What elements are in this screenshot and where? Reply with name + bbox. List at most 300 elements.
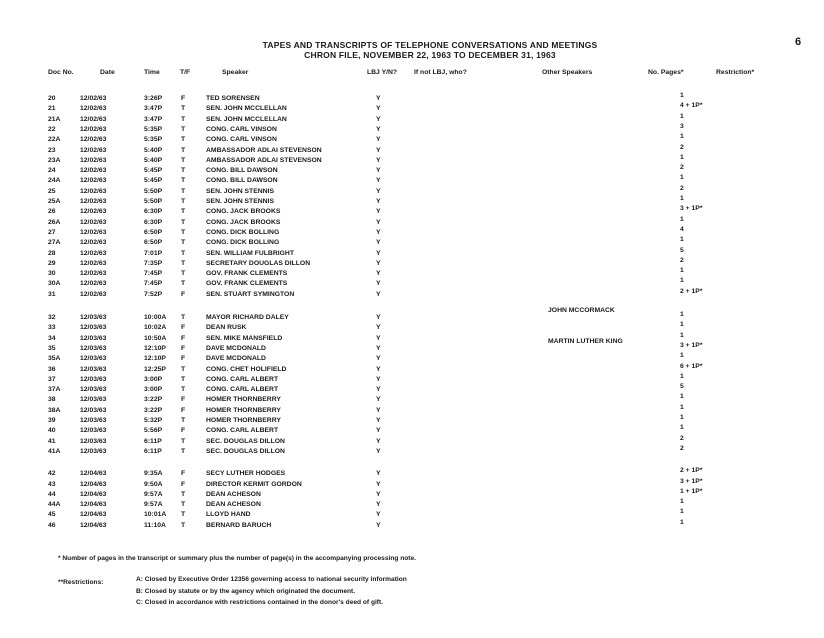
tf-cell: T [181,386,186,394]
tf-cell: F [181,344,186,352]
pages-cell: 1 [680,153,684,161]
pages-cell: 5 [680,246,684,254]
lbj-cell: Y [376,396,381,404]
pages-cell: 3 + 1P* [680,341,703,349]
doc-no-cell: 45 [48,511,56,519]
speaker-cell: GOV. FRANK CLEMENTS [206,270,288,278]
speaker-cell: CONG. CARL ALBERT [206,427,279,435]
pages-cell: 2 [680,256,684,264]
time-cell: 12:25P [144,365,166,373]
date-cell: 12/03/63 [80,417,107,424]
time-cell: 3:00P [144,386,163,394]
time-cell: 7:45P [144,280,163,288]
doc-no-cell: 35A [48,355,61,363]
time-cell: 7:52P [144,290,163,298]
speaker-cell: SEN. STUART SYMINGTON [206,290,295,298]
doc-no-cell: 20 [48,95,56,102]
tf-cell: F [181,470,186,478]
document-subtitle: CHRON FILE, NOVEMBER 22, 1963 TO DECEMBER 31, 1963 [304,50,556,60]
time-cell: 3:47P [144,115,163,123]
speaker-cell: DAVE MCDONALD [206,355,266,363]
doc-no-cell: 27A [48,239,61,247]
time-cell: 5:45P [144,177,163,185]
pages-cell: 1 [680,195,684,202]
pages-cell: 1 [680,174,684,182]
tf-cell: T [181,239,186,247]
speaker-cell: DEAN RUSK [206,324,247,332]
doc-no-cell: 42 [48,470,56,478]
column-header-speaker: Speaker [222,69,249,76]
tf-cell: T [181,447,186,455]
date-cell: 12/02/63 [80,156,107,164]
speaker-cell: HOMER THORNBERRY [206,417,281,424]
speaker-cell: AMBASSADOR ADLAI STEVENSON [206,146,322,154]
lbj-cell: Y [376,314,381,321]
time-cell: 5:45P [144,167,163,175]
doc-no-cell: 26 [48,208,56,216]
tf-cell: T [181,218,186,226]
date-cell: 12/02/63 [80,198,107,205]
pages-cell: 6 + 1P* [680,362,703,370]
pages-cell: 1 [680,403,684,411]
doc-no-cell: 30A [48,280,61,288]
speaker-cell: CONG. JACK BROOKS [206,208,281,216]
date-cell: 12/03/63 [80,324,107,332]
lbj-cell: Y [376,417,381,424]
time-cell: 5:32P [144,417,163,424]
pages-cell: 1 [680,414,684,421]
lbj-cell: Y [376,280,381,288]
column-header-time: Time [144,69,160,76]
time-cell: 5:35P [144,125,163,133]
speaker-cell: CONG. CARL VINSON [206,125,277,133]
lbj-cell: Y [376,270,381,278]
tf-cell: T [181,156,186,164]
doc-no-cell: 41A [48,447,61,455]
speaker-cell: SEN. JOHN MCCLELLAN [206,105,287,113]
lbj-cell: Y [376,249,381,257]
doc-no-cell: 22 [48,125,56,133]
date-cell: 12/02/63 [80,187,107,195]
speaker-cell: CONG. CHET HOLIFIELD [206,365,287,373]
pages-cell: 1 [680,311,684,318]
tf-cell: T [181,115,186,123]
lbj-cell: Y [376,406,381,414]
doc-no-cell: 27 [48,228,56,236]
column-header-lbj: LBJ Y/N? [367,69,398,76]
pages-cell: 3 + 1P* [680,205,703,213]
time-cell: 11:10A [144,521,166,529]
doc-no-cell: 33 [48,324,56,332]
speaker-cell: CONG. DICK BOLLING [206,239,280,247]
date-cell: 12/02/63 [80,105,107,113]
doc-no-cell: 30 [48,270,56,278]
doc-no-cell: 25 [48,187,56,195]
lbj-cell: Y [376,239,381,247]
speaker-cell: SECRETARY DOUGLAS DILLON [206,259,311,267]
pages-footnote: * Number of pages in the transcript or summary plus the number of page(s) in the accompanying processing note. [58,555,416,562]
date-cell: 12/04/63 [80,501,107,509]
lbj-cell: Y [376,290,381,298]
tf-cell: T [181,280,186,288]
date-cell: 12/03/63 [80,437,107,445]
lbj-cell: Y [376,177,381,185]
pages-cell: 2 [680,143,684,151]
speaker-cell: SEN. JOHN MCCLELLAN [206,115,287,123]
tf-cell: T [181,501,186,509]
lbj-cell: Y [376,198,381,205]
date-cell: 12/04/63 [80,480,107,488]
doc-no-cell: 29 [48,259,56,267]
doc-no-cell: 37A [48,386,61,394]
speaker-cell: CONG. BILL DAWSON [206,167,278,175]
pages-cell: 1 [680,508,684,516]
speaker-cell: CONG. CARL VINSON [206,136,277,144]
speaker-cell: GOV. FRANK CLEMENTS [206,280,288,288]
time-cell: 9:57A [144,501,163,509]
date-cell: 12/03/63 [80,447,107,455]
date-cell: 12/03/63 [80,334,107,342]
doc-no-cell: 23 [48,146,56,154]
tf-cell: T [181,228,186,236]
other-speakers-cell: MARTIN LUTHER KING [548,337,623,345]
tf-cell: T [181,511,186,519]
time-cell: 9:35A [144,470,163,478]
time-cell: 3:26P [144,95,163,102]
tf-cell: F [181,355,186,363]
doc-no-cell: 21 [48,105,56,113]
tf-cell: F [181,406,186,414]
tf-cell: F [181,290,186,298]
tf-cell: T [181,105,186,113]
doc-no-cell: 28 [48,249,56,257]
date-cell: 12/02/63 [80,125,107,133]
lbj-cell: Y [376,105,381,113]
speaker-cell: CONG. CARL ALBERT [206,375,279,383]
time-cell: 3:47P [144,105,163,113]
tf-cell: T [181,198,186,205]
date-cell: 12/04/63 [80,511,107,519]
column-header-pages: No. Pages* [648,69,684,76]
date-cell: 12/03/63 [80,314,107,321]
date-cell: 12/03/63 [80,344,107,352]
speaker-cell: CONG. BILL DAWSON [206,177,278,185]
column-header-date: Date [100,69,115,76]
lbj-cell: Y [376,334,381,342]
page-number: 6 [795,36,802,48]
tf-cell: F [181,480,186,488]
tf-cell: F [181,334,186,342]
lbj-cell: Y [376,437,381,445]
doc-no-cell: 25A [48,198,61,205]
pages-cell: 1 [680,277,684,285]
speaker-cell: CONG. DICK BOLLING [206,228,280,236]
other-speakers-cell: JOHN MCCORMACK [548,307,615,314]
lbj-cell: Y [376,480,381,488]
doc-no-cell: 40 [48,427,56,435]
column-header-tf: T/F [180,69,191,76]
lbj-cell: Y [376,355,381,363]
lbj-cell: Y [376,218,381,226]
doc-no-cell: 38A [48,406,61,414]
tf-cell: F [181,95,186,102]
tf-cell: T [181,136,186,144]
date-cell: 12/02/63 [80,136,107,144]
tf-cell: T [181,365,186,373]
time-cell: 7:35P [144,259,163,267]
pages-cell: 1 [680,331,684,339]
tf-cell: T [181,521,186,529]
time-cell: 5:40P [144,156,163,164]
date-cell: 12/02/63 [80,270,107,278]
pages-cell: 2 [680,184,684,192]
doc-no-cell: 44A [48,501,61,509]
time-cell: 9:57A [144,490,163,498]
lbj-cell: Y [376,228,381,236]
pages-cell: 1 [680,352,684,360]
speaker-cell: DIRECTOR KERMIT GORDON [206,480,302,488]
speaker-cell: MAYOR RICHARD DALEY [206,314,289,321]
speaker-cell: SEC. DOUGLAS DILLON [206,447,285,455]
time-cell: 6:11P [144,437,162,445]
date-cell: 12/02/63 [80,228,107,236]
speaker-cell: DEAN ACHESON [206,490,261,498]
lbj-cell: Y [376,125,381,133]
time-cell: 7:45P [144,270,163,278]
lbj-cell: Y [376,427,381,435]
pages-cell: 2 + 1P* [680,287,703,295]
restriction-c: C: Closed in accordance with restrictions contained in the donor's deed of gift. [136,599,384,606]
date-cell: 12/04/63 [80,490,107,498]
column-header-doc-no: Doc No. [48,69,74,76]
date-cell: 12/03/63 [80,386,107,394]
column-header-other-speakers: Other Speakers [542,69,593,76]
date-cell: 12/02/63 [80,259,107,267]
lbj-cell: Y [376,95,381,102]
lbj-cell: Y [376,521,381,529]
time-cell: 5:56P [144,427,163,435]
time-cell: 3:22P [144,406,163,414]
time-cell: 10:50A [144,334,167,342]
date-cell: 12/03/63 [80,396,107,404]
speaker-cell: SEC. DOUGLAS DILLON [206,437,285,445]
doc-no-cell: 44 [48,490,56,498]
date-cell: 12/04/63 [80,521,107,529]
doc-no-cell: 36 [48,365,56,373]
lbj-cell: Y [376,167,381,175]
lbj-cell: Y [376,115,381,123]
speaker-cell: DAVE MCDONALD [206,344,266,352]
date-cell: 12/02/63 [80,280,107,288]
lbj-cell: Y [376,490,381,498]
tf-cell: T [181,167,186,175]
pages-cell: 1 + 1P* [680,487,703,495]
pages-cell: 1 [680,236,684,244]
pages-cell: 1 [680,321,684,329]
pages-cell: 3 + 1P* [680,477,703,485]
restrictions-label: **Restrictions: [58,579,104,586]
doc-no-cell: 39 [48,417,56,424]
date-cell: 12/03/63 [80,375,107,383]
tf-cell: T [181,417,186,424]
time-cell: 10:00A [144,314,167,321]
lbj-cell: Y [376,136,381,144]
time-cell: 12:10P [144,355,166,363]
time-cell: 5:50P [144,198,163,205]
speaker-cell: TED SORENSEN [206,95,260,102]
pages-cell: 1 [680,92,684,99]
date-cell: 12/03/63 [80,427,107,435]
doc-no-cell: 31 [48,290,56,298]
doc-no-cell: 35 [48,344,56,352]
time-cell: 5:40P [144,146,163,154]
column-header-if-not-lbj: If not LBJ, who? [414,69,467,76]
speaker-cell: DEAN ACHESON [206,501,261,509]
doc-no-cell: 24A [48,177,61,185]
speaker-cell: HOMER THORNBERRY [206,406,281,414]
speaker-cell: AMBASSADOR ADLAI STEVENSON [206,156,322,164]
speaker-cell: SEN. JOHN STENNIS [206,187,274,195]
time-cell: 3:00P [144,375,163,383]
doc-no-cell: 34 [48,334,56,342]
tf-cell: T [181,270,186,278]
lbj-cell: Y [376,187,381,195]
column-header-restriction: Restriction* [716,69,755,76]
tf-cell: T [181,437,186,445]
date-cell: 12/02/63 [80,239,107,247]
speaker-cell: CONG. CARL ALBERT [206,386,279,394]
speaker-cell: HOMER THORNBERRY [206,396,281,404]
time-cell: 12:10P [144,344,166,352]
tf-cell: T [181,125,186,133]
speaker-cell: SEN. MIKE MANSFIELD [206,334,283,342]
speaker-cell: CONG. JACK BROOKS [206,218,281,226]
doc-no-cell: 37 [48,375,56,383]
lbj-cell: Y [376,386,381,394]
lbj-cell: Y [376,259,381,267]
lbj-cell: Y [376,511,381,519]
tf-cell: T [181,490,186,498]
tf-cell: F [181,324,186,332]
time-cell: 5:35P [144,136,163,144]
time-cell: 7:01P [144,249,163,257]
tf-cell: T [181,146,186,154]
lbj-cell: Y [376,344,381,352]
pages-cell: 1 [680,518,684,526]
lbj-cell: Y [376,324,381,332]
restriction-b: B: Closed by statute or by the agency which originated the document. [136,588,356,595]
pages-cell: 2 [680,434,684,442]
lbj-cell: Y [376,365,381,373]
tf-cell: T [181,177,186,185]
lbj-cell: Y [376,501,381,509]
pages-cell: 1 [680,424,684,432]
lbj-cell: Y [376,447,381,455]
time-cell: 6:11P [144,447,162,455]
restriction-a: A: Closed by Executive Order 12356 governing access to national security information [136,576,407,583]
speaker-cell: SEN. JOHN STENNIS [206,198,274,205]
doc-no-cell: 21A [48,115,61,123]
date-cell: 12/04/63 [80,470,107,478]
doc-no-cell: 38 [48,396,56,404]
doc-no-cell: 24 [48,167,56,175]
time-cell: 9:50A [144,480,163,488]
tf-cell: F [181,427,186,435]
doc-no-cell: 41 [48,437,56,445]
date-cell: 12/02/63 [80,95,107,102]
date-cell: 12/03/63 [80,365,107,373]
pages-cell: 4 + 1P* [680,102,703,110]
tf-cell: T [181,259,186,267]
lbj-cell: Y [376,470,381,478]
tf-cell: T [181,375,186,383]
date-cell: 12/03/63 [80,355,107,363]
pages-cell: 4 [680,225,684,233]
pages-cell: 2 [680,164,684,172]
doc-no-cell: 43 [48,480,56,488]
date-cell: 12/02/63 [80,115,107,123]
pages-cell: 2 + 1P* [680,467,703,475]
doc-no-cell: 46 [48,521,56,529]
lbj-cell: Y [376,146,381,154]
pages-cell: 1 [680,215,684,223]
pages-cell: 5 [680,383,684,391]
pages-cell: 1 [680,112,684,120]
date-cell: 12/03/63 [80,406,107,414]
pages-cell: 3 [680,122,684,130]
tf-cell: T [181,187,186,195]
time-cell: 6:50P [144,239,163,247]
doc-no-cell: 22A [48,136,61,144]
speaker-cell: SEN. WILLIAM FULBRIGHT [206,249,294,257]
time-cell: 10:02A [144,324,167,332]
pages-cell: 1 [680,133,684,141]
tf-cell: T [181,314,186,321]
time-cell: 6:50P [144,228,163,236]
date-cell: 12/02/63 [80,208,107,216]
pages-cell: 1 [680,372,684,380]
speaker-cell: SECY LUTHER HODGES [206,470,286,478]
date-cell: 12/02/63 [80,146,107,154]
tf-cell: F [181,396,186,404]
pages-cell: 2 [680,444,684,452]
document-title: TAPES AND TRANSCRIPTS OF TELEPHONE CONVERSATIONS AND MEETINGS [262,40,598,50]
speaker-cell: BERNARD BARUCH [206,521,272,529]
tf-cell: T [181,208,186,216]
pages-cell: 1 [680,393,684,401]
pages-cell: 1 [680,267,684,275]
lbj-cell: Y [376,375,381,383]
speaker-cell: LLOYD HAND [206,511,251,519]
time-cell: 6:30P [144,208,163,216]
doc-no-cell: 26A [48,218,61,226]
tf-cell: T [181,249,186,257]
time-cell: 10:01A [144,511,167,519]
lbj-cell: Y [376,208,381,216]
date-cell: 12/02/63 [80,177,107,185]
time-cell: 3:22P [144,396,163,404]
lbj-cell: Y [376,156,381,164]
doc-no-cell: 32 [48,314,56,321]
pages-cell: 1 [680,498,684,506]
date-cell: 12/02/63 [80,218,107,226]
time-cell: 5:50P [144,187,163,195]
date-cell: 12/02/63 [80,290,107,298]
doc-no-cell: 23A [48,156,61,164]
time-cell: 6:30P [144,218,163,226]
date-cell: 12/02/63 [80,249,107,257]
date-cell: 12/02/63 [80,167,107,175]
